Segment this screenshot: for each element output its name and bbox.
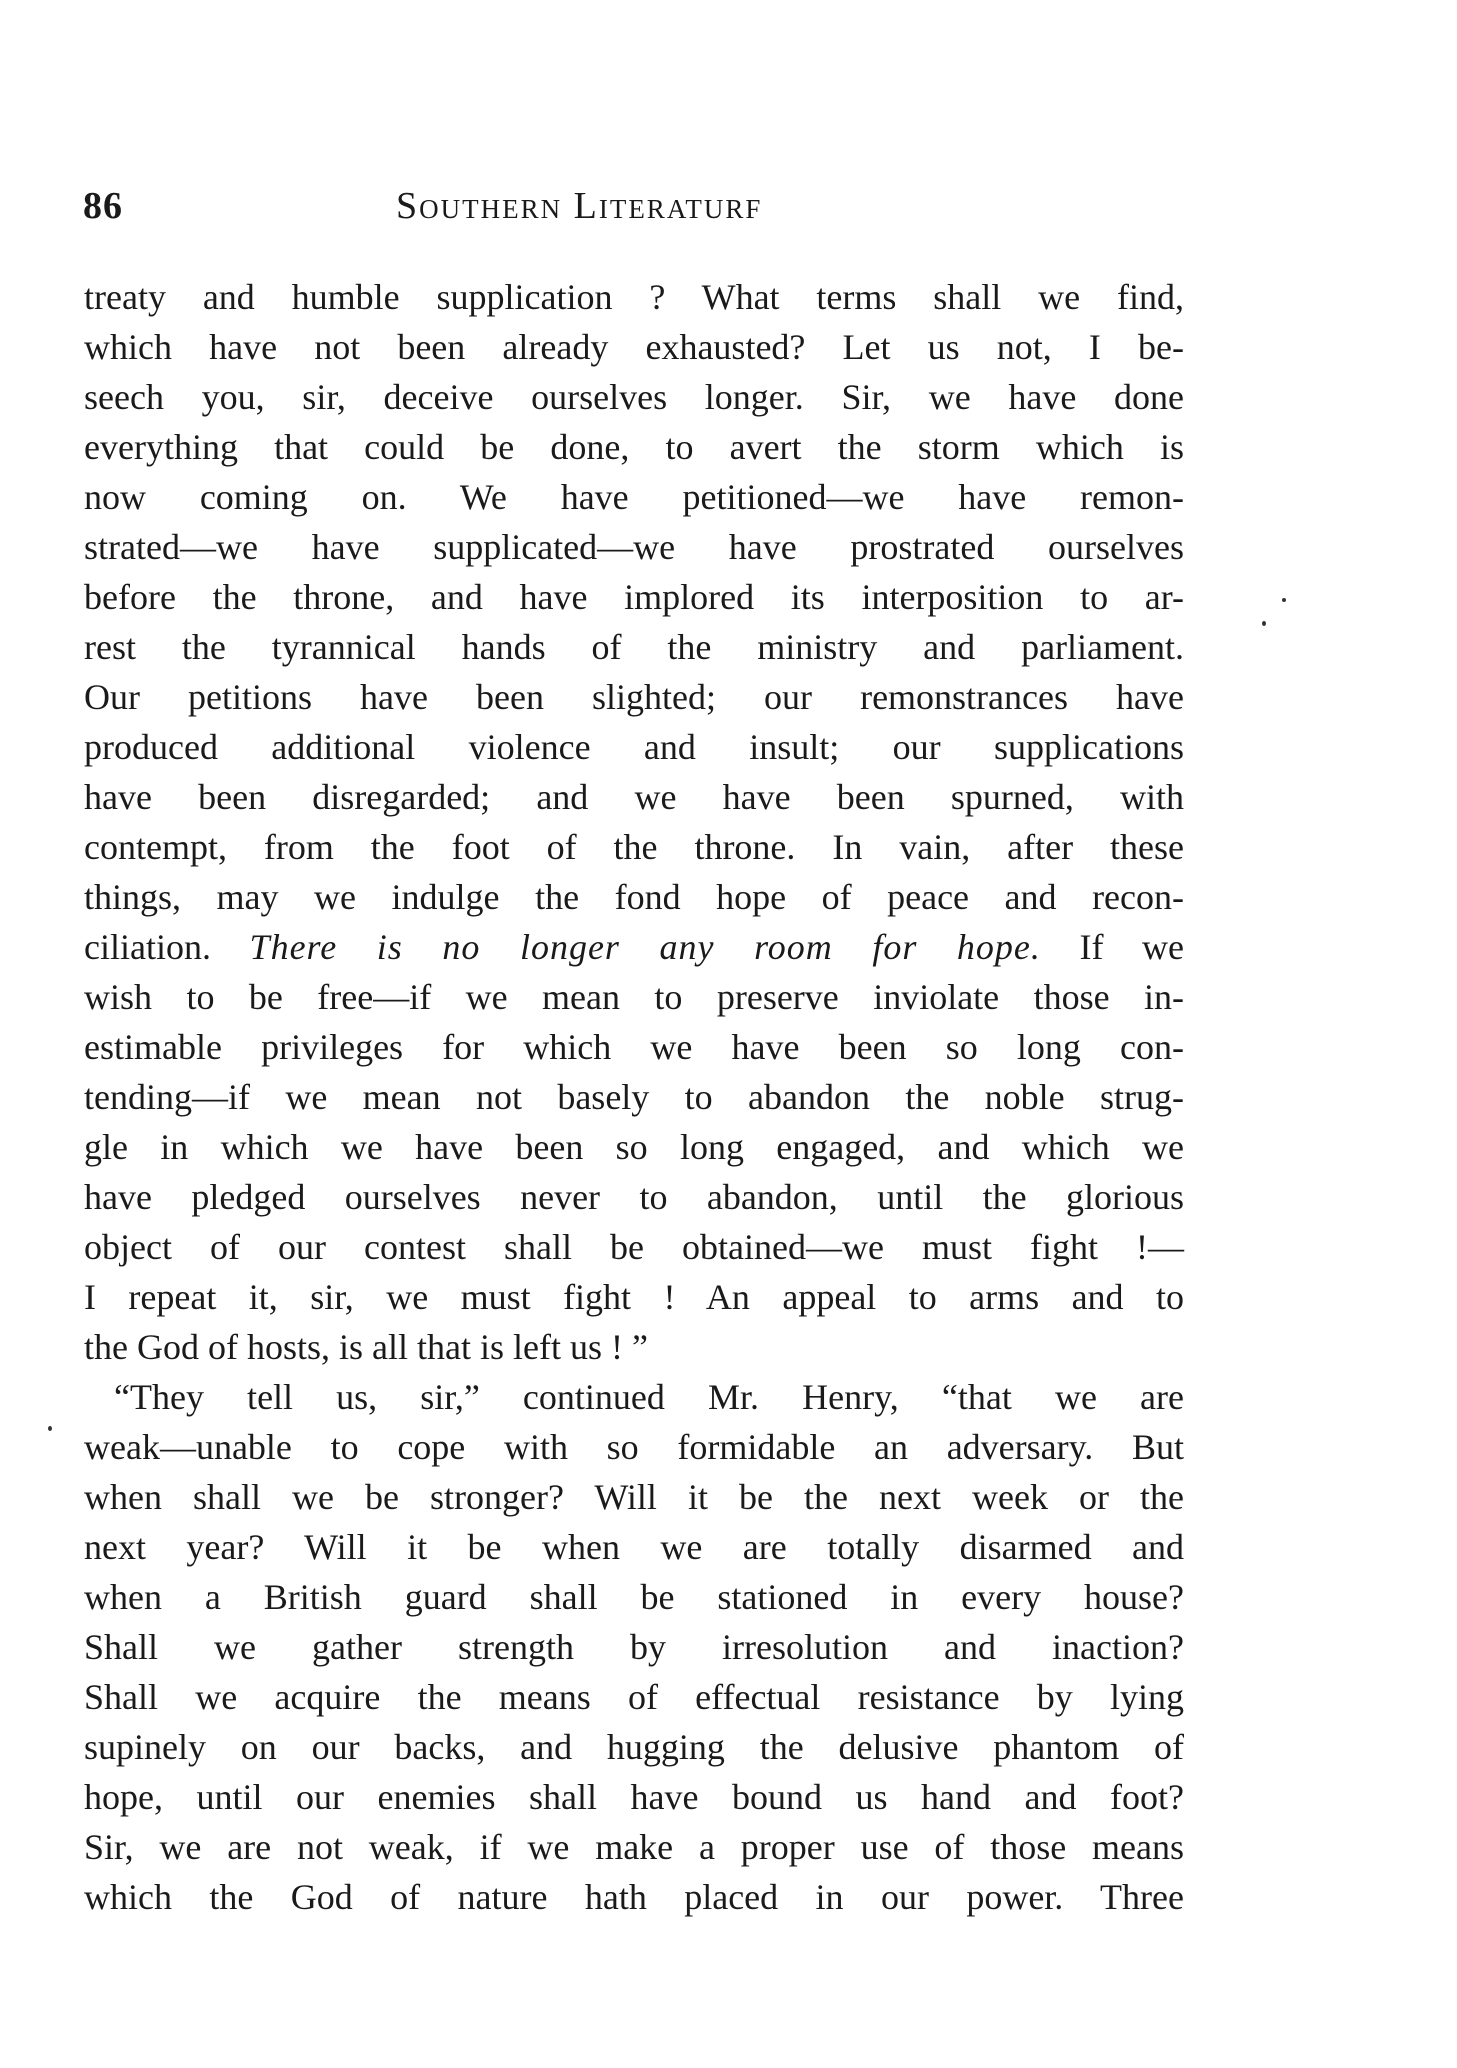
text-line: Sir, we are not weak, if we make a proper use of those means (84, 1827, 1184, 1867)
text-line: have been disregarded; and we have been spurned, with (84, 777, 1184, 817)
text-line: which the God of nature hath placed in our power. Three (84, 1877, 1184, 1917)
text-line: weak—unable to cope with so formidable an adversary. But (84, 1427, 1184, 1467)
text-line: Shall we acquire the means of effectual resistance by lying (84, 1677, 1184, 1717)
body-text (84, 272, 1184, 1922)
text-line: tending—if we mean not basely to abandon the noble strug- (84, 1077, 1184, 1117)
text-line: before the throne, and have implored its interposition to ar- (84, 577, 1184, 617)
text-line: object of our contest shall be obtained—we must fight !— (84, 1227, 1184, 1267)
text-line: which have not been already exhausted? Let us not, I be- (84, 327, 1184, 367)
text-line: when a British guard shall be stationed in every house? (84, 1577, 1184, 1617)
text-line: wish to be free—if we mean to preserve inviolate those in- (84, 977, 1184, 1017)
text-line: Shall we gather strength by irresolution and inaction? (84, 1627, 1184, 1667)
line-segment: ciliation. (84, 927, 250, 967)
text-line: supinely on our backs, and hugging the delusive phantom of (84, 1727, 1184, 1767)
ink-speck (1262, 621, 1266, 626)
ink-speck (48, 1426, 52, 1431)
text-line: everything that could be done, to avert the storm which is (84, 427, 1184, 467)
text-line: have pledged ourselves never to abandon, until the glorious (84, 1177, 1184, 1217)
text-line: gle in which we have been so long engaged, and which we (84, 1127, 1184, 1167)
text-line: hope, until our enemies shall have bound us hand and foot? (84, 1777, 1184, 1817)
running-head: Southern Literaturf (396, 185, 763, 227)
line-segment: If we (1040, 927, 1184, 967)
text-line: the God of hosts, is all that is left us ! ” (84, 1327, 648, 1367)
text-line: contempt, from the foot of the throne. In vain, after these (84, 827, 1184, 867)
page-header (83, 184, 1203, 234)
text-line: estimable privileges for which we have been so long con- (84, 1027, 1184, 1067)
text-line: when shall we be stronger? Will it be the next week or the (84, 1477, 1184, 1517)
text-line: next year? Will it be when we are totally disarmed and (84, 1527, 1184, 1567)
text-line: treaty and humble supplication ? What terms shall we find, (84, 277, 1184, 317)
text-line: rest the tyrannical hands of the ministry and parliament. (84, 627, 1184, 667)
text-line: strated—we have supplicated—we have prostrated ourselves (84, 527, 1184, 567)
page-number: 86 (83, 185, 123, 227)
italic-emphasis: There is no longer any room for hope. (249, 927, 1041, 967)
text-line: things, may we indulge the fond hope of peace and recon- (84, 877, 1184, 917)
text-line: Our petitions have been slighted; our remonstrances have (84, 677, 1184, 717)
ink-speck (1282, 598, 1286, 602)
text-line: I repeat it, sir, we must fight ! An appeal to arms and to (84, 1277, 1184, 1317)
text-line: produced additional violence and insult; our supplications (84, 727, 1184, 767)
text-line: seech you, sir, deceive ourselves longer. Sir, we have done (84, 377, 1184, 417)
paragraph-start: “They tell us, sir,” continued Mr. Henry, “that we are (114, 1377, 1184, 1417)
text-line-with-italic (84, 922, 1184, 972)
text-line: now coming on. We have petitioned—we have remon- (84, 477, 1184, 517)
